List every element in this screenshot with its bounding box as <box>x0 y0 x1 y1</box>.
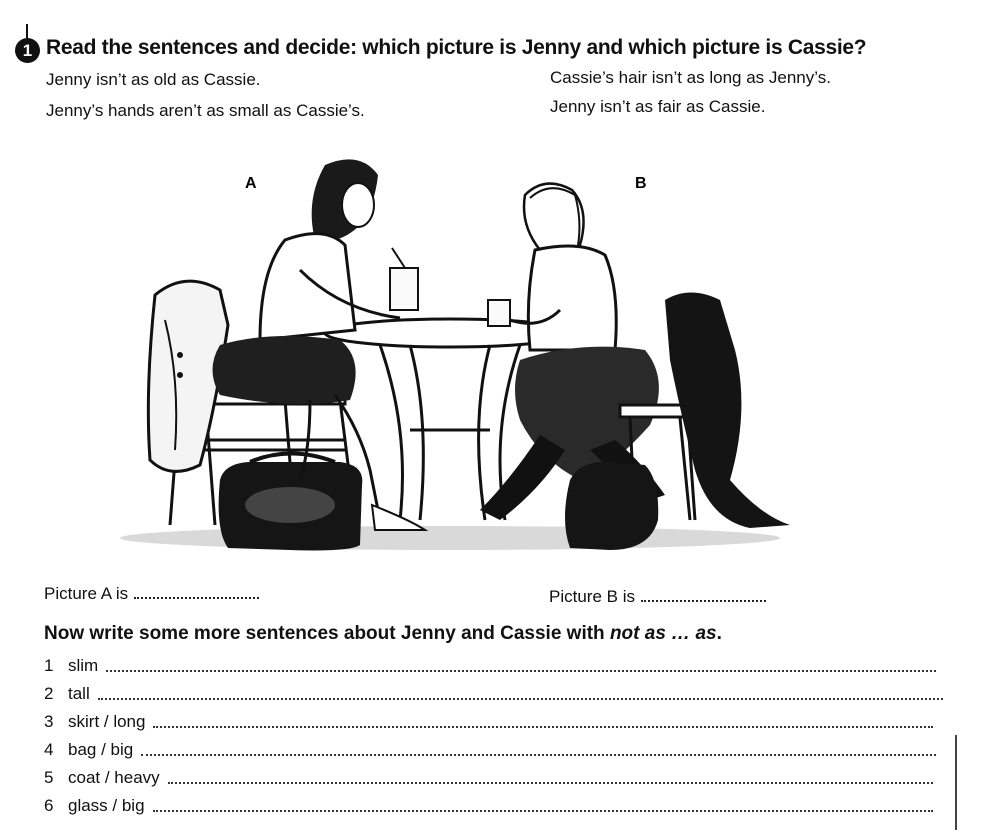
answer-line[interactable] <box>153 718 933 728</box>
writing-row-1 <box>44 652 936 676</box>
right-coat <box>665 293 790 529</box>
writing-row-3 <box>44 708 933 732</box>
row-prompt: coat / heavy <box>68 768 160 787</box>
right-bag <box>565 462 658 550</box>
row-prompt: bag / big <box>68 740 134 759</box>
row-number: 5 <box>44 768 54 787</box>
row-prompt: slim <box>68 656 99 675</box>
answer-line[interactable] <box>168 774 933 784</box>
picture-b-answer-line[interactable] <box>641 588 766 602</box>
writing-row-5 <box>44 764 933 788</box>
row-number: 1 <box>44 656 54 675</box>
writing-row-2 <box>44 680 943 704</box>
picture-label-a: A <box>245 175 257 192</box>
task-2-heading <box>44 623 722 645</box>
row-prompt: tall <box>68 684 90 703</box>
task-2-heading-emphasis: not as … as <box>609 623 717 644</box>
sentence-1: Jenny isn’t as old as Cassie. <box>46 70 261 89</box>
sentence-2: Cassie’s hair isn’t as long as Jenny’s. <box>550 68 831 87</box>
task-2-heading-text: Now write some more sentences about Jenny and Cassie with <box>44 623 610 644</box>
writing-row-4 <box>44 736 936 760</box>
right-glass <box>488 300 510 326</box>
picture-a-answer-line[interactable] <box>134 585 259 599</box>
task-2-heading-end: . <box>716 623 722 644</box>
picture-a-prompt: Picture A is <box>44 584 129 603</box>
writing-row-6 <box>44 792 933 816</box>
answer-line[interactable] <box>153 802 933 812</box>
picture-a-answer[interactable] <box>44 584 259 604</box>
row-number: 6 <box>44 796 54 815</box>
page-edge-mark <box>955 735 957 830</box>
cafe-illustration <box>110 150 810 560</box>
left-glass <box>390 268 418 310</box>
exercise-instruction: Read the sentences and decide: which picture is Jenny and which picture is Cassie? <box>46 36 867 59</box>
answer-line[interactable] <box>141 746 936 756</box>
answer-line[interactable] <box>106 662 936 672</box>
floor-shadow <box>120 526 780 550</box>
exercise-tick-mark <box>26 24 28 38</box>
row-number: 4 <box>44 740 54 759</box>
sentence-3: Jenny’s hands aren’t as small as Cassie’s. <box>46 101 365 120</box>
sentence-4: Jenny isn’t as fair as Cassie. <box>550 97 766 116</box>
row-prompt: skirt / long <box>68 712 146 731</box>
exercise-number-badge: 1 <box>15 38 40 63</box>
answer-line[interactable] <box>98 690 943 700</box>
picture-b-answer[interactable] <box>549 587 766 607</box>
row-prompt: glass / big <box>68 796 145 815</box>
row-number: 2 <box>44 684 54 703</box>
row-number: 3 <box>44 712 54 731</box>
picture-b-prompt: Picture B is <box>549 587 635 606</box>
picture-label-b: B <box>635 175 647 192</box>
